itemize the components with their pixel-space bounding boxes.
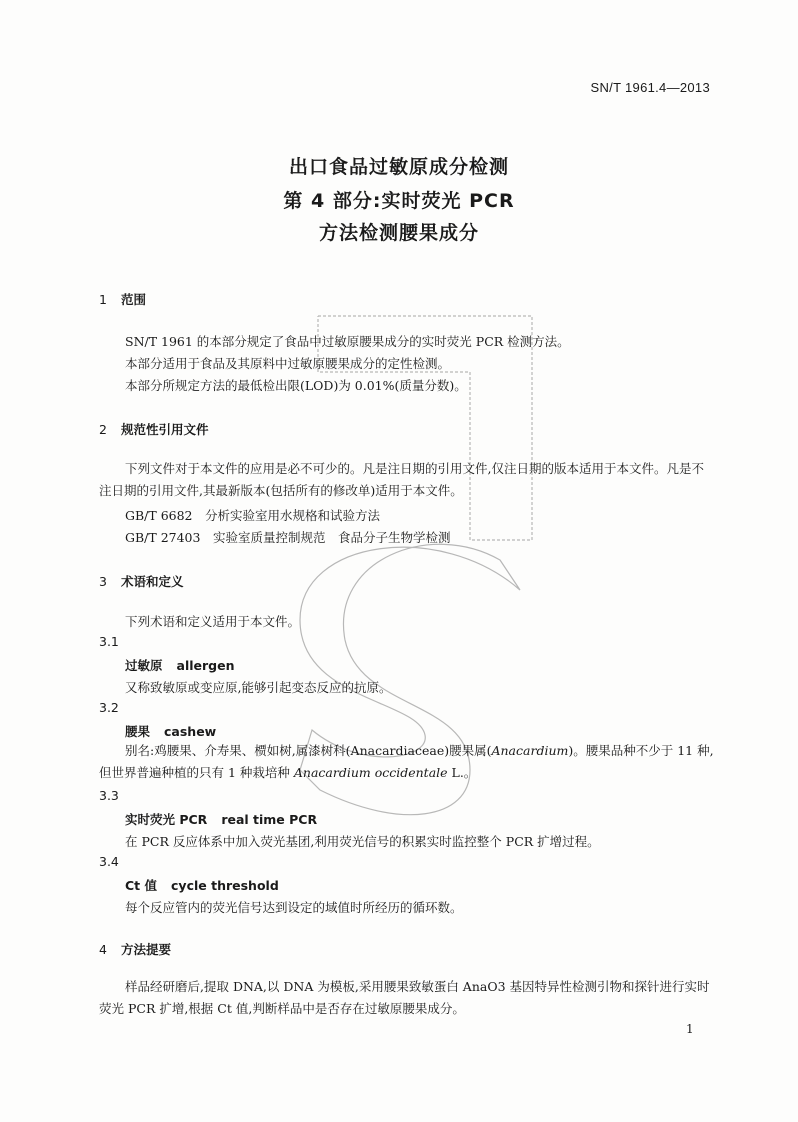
section-1-para-2: 本部分适用于食品及其原料中过敏原腰果成分的定性检测。 [125,356,451,371]
section-2-title: 规范性引用文件 [121,422,209,437]
term-3-4-number: 3.4 [99,854,119,869]
section-2-heading [99,420,209,438]
document-title-line-3: 方法检测腰果成分 [318,222,479,244]
term-3-3-definition: 在 PCR 反应体系中加入荧光基团,利用荧光信号的积累实时监控整个 PCR 扩增过程。 [125,834,600,849]
section-2-para-1: 下列文件对于本文件的应用是必不可少的。凡是注日期的引用文件,仅注日期的版本适用于本文件。凡是不注日期的引用文件,其最新版本(包括所有的修改单)适用于本文件。 [99,461,704,498]
term-3-2-title: 腰果 cashew [125,724,217,739]
section-3-intro: 下列术语和定义适用于本文件。 [125,614,301,629]
section-1-heading [99,290,146,308]
document-title-line-1: 出口食品过敏原成分检测 [288,156,509,178]
page-number: 1 [686,1022,694,1036]
term-3-1-definition: 又称致敏原或变应原,能够引起变态反应的抗原。 [125,680,392,695]
term-3-4-title: Ct 值 cycle threshold [125,878,279,893]
section-1-para-1: SN/T 1961 的本部分规定了食品中过敏原腰果成分的实时荧光 PCR 检测方法。 [125,334,570,349]
section-1-title: 范围 [121,292,147,307]
section-2-number: 2 [99,422,107,437]
section-4-para-1: 样品经研磨后,提取 DNA,以 DNA 为模板,采用腰果致敏蛋白 AnaO3 基因特异性检测引物和探针进行实时荧光 PCR 扩增,根据 Ct 值,判断样品中是否存在过敏原腰果成分。 [99,979,710,1016]
document-title-line-2: 第 4 部分:实时荧光 PCR [283,190,515,212]
section-3-title: 术语和定义 [121,574,184,589]
section-1-number: 1 [99,292,107,307]
term-3-4-definition: 每个反应管内的荧光信号达到设定的域值时所经历的循环数。 [125,900,463,915]
term-3-1-number: 3.1 [99,634,119,649]
reference-gb-t-6682: GB/T 6682 分析实验室用水规格和试验方法 [125,508,381,523]
section-3-number: 3 [99,574,107,589]
section-4-number: 4 [99,942,107,957]
term-3-1-title: 过敏原 allergen [125,658,235,673]
section-1-para-3: 本部分所规定方法的最低检出限(LOD)为 0.01%(质量分数)。 [125,378,467,393]
term-3-3-number: 3.3 [99,788,119,803]
section-4-heading [99,940,171,958]
section-4-title: 方法提要 [121,942,172,957]
term-3-3-title: 实时荧光 PCR real time PCR [125,812,318,827]
section-3-heading [99,572,184,590]
reference-gb-t-27403: GB/T 27403 实验室质量控制规范 食品分子生物学检测 [125,530,451,545]
term-3-2-number: 3.2 [99,700,119,715]
term-3-2-definition: 别名:鸡腰果、介寿果、槚如树,属漆树科(Anacardiaceae)腰果属(Anacardium)。腰果品种不少于 11 种,但世界普遍种植的只有 1 种栽培种 Anacardium occidentale L.。 [99,743,714,780]
standard-code: SN/T 1961.4—2013 [590,80,710,95]
